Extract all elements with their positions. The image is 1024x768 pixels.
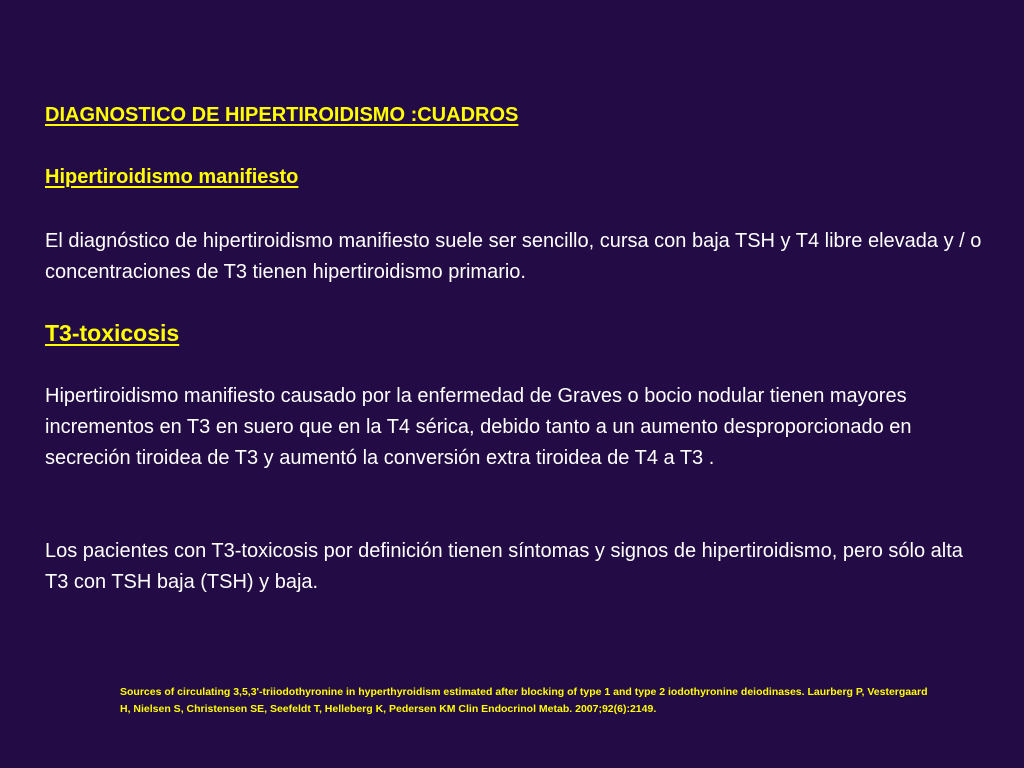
- paragraph-diagnostico: El diagnóstico de hipertiroidismo manifiesto suele ser sencillo, cursa con baja TSH y T4 libre elevada y / o concentraciones de T3 tienen hipertiroidismo primario.: [45, 230, 982, 283]
- slide-title: DIAGNOSTICO DE HIPERTIROIDISMO :CUADROS: [45, 104, 519, 126]
- section-heading-t3-toxicosis: T3-toxicosis: [45, 320, 180, 346]
- paragraph-t3-graves: Hipertiroidismo manifiesto causado por la enfermedad de Graves o bocio nodular tienen mayores incrementos en T3 en suero que en la T4 sérica, debido tanto a un aumento desproporcionado en secreción tiroidea de T3 y aumentó la conversión extra tiroidea de T4 a T3 .: [45, 385, 912, 469]
- section-heading-hipertiroidismo-manifiesto: Hipertiroidismo manifiesto: [45, 166, 299, 188]
- paragraph-t3-toxicosis-pacientes: Los pacientes con T3-toxicosis por definición tienen síntomas y signos de hipertiroidismo, pero sólo alta T3 con TSH baja (TSH) y baja.: [45, 540, 963, 593]
- source-citation: Sources of circulating 3,5,3'-triiodothyronine in hyperthyroidism estimated after blocking of type 1 and type 2 iodothyronine deiodinases. Laurberg P, Vestergaard H, Nielsen S, Christensen SE, Seefeldt T, Helleberg K, Pedersen KM Clin Endocrinol Metab. 2007;92(6):2149.: [120, 686, 928, 715]
